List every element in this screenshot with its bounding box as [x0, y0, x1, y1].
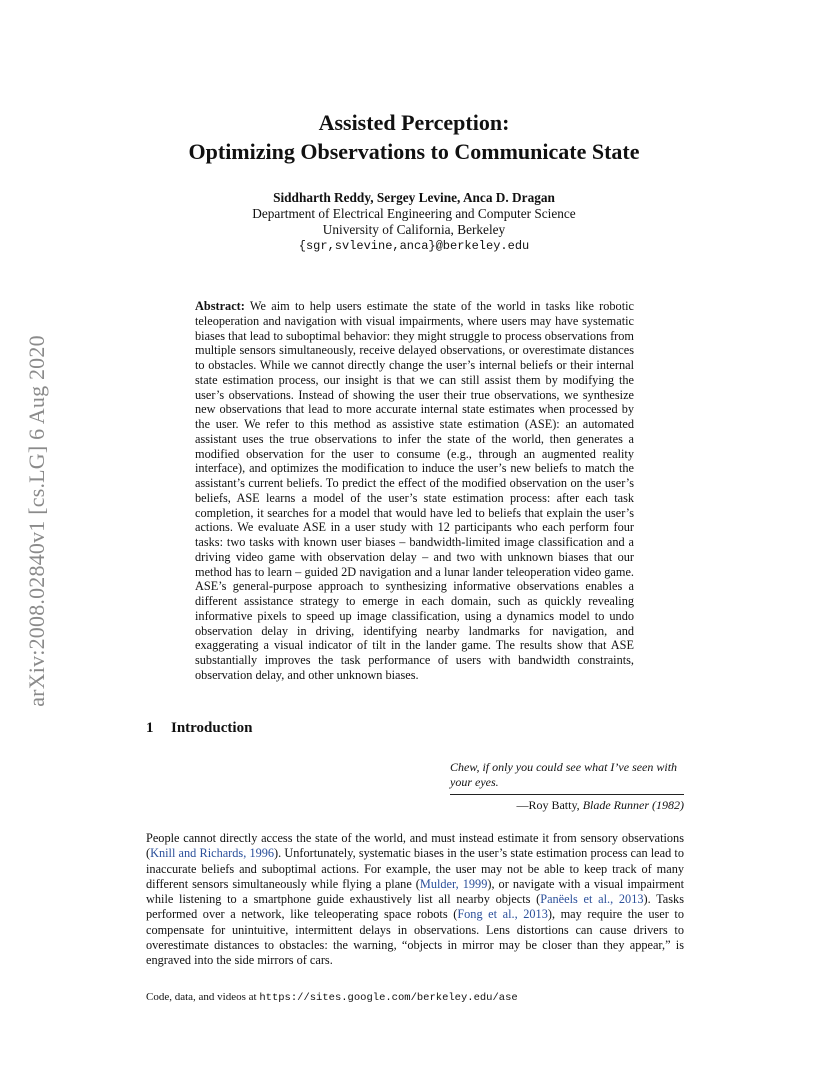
citation-authors: Knill and Richards: [150, 846, 244, 861]
author-names: Siddharth Reddy, Sergey Levine, Anca D. Dragan: [273, 190, 555, 205]
epigraph-attribution: [450, 798, 684, 813]
intro-paragraph: [146, 831, 684, 969]
abstract-label: Abstract:: [195, 299, 245, 313]
footnote-text: Code, data, and videos at: [146, 991, 260, 1003]
intro-text: ). Tasks performed over a network, like teleoperating space robots (: [146, 892, 684, 922]
citation-year: 2013: [618, 892, 644, 907]
author-department: Department of Electrical Engineering and Computer Science: [252, 206, 576, 221]
paper-title: [0, 108, 828, 166]
abstract-text: We aim to help users estimate the state of the world in tasks like robotic teleoperation and navigation with visual impairments, where users may have systematic biases that lead to suboptimal behavior: they might struggle to process observations from multiple sensors simultaneously, receive delayed observations, or overestimate distances to obstacles. While we cannot directly change the user’s internal beliefs or their internal state estimation process, our insight is that we can still assist them by modifying the user’s observations. Instead of showing the user their true observations, we synthesize new observations that lead to more accurate internal state estimates when processed by the user. We refer to this method as assistive state estimation (ASE): an automated assistant uses the true observations to infer the state of the world, then generates a modified observation for the user to consume (e.g., through an augmented reality interface), and optimizes the modification to induce the user’s new beliefs to match the assistant’s current beliefs. To predict the effect of the modified observation on the user’s beliefs, ASE learns a model of the user’s state estimation process: after each task completion, it searches for a model that would have led to beliefs that explain the user’s actions. We evaluate ASE in a user study with 12 participants who each perform four tasks: two tasks with known user biases – bandwidth-limited image classification and a driving video game with observation delay – and two with unknown biases that our method has to learn – guided 2D navigation and a lunar lander teleoperation video game. ASE’s general-purpose approach to synthesizing informative observations enables a different assistance strategy to emerge in each domain, such as quickly revealing informative pixels to speed up image classification, using a dynamics model to undo observation delay in driving, identifying nearby landmarks for navigation, and exaggerating a visual indicator of tilt in the lander game. The results show that ASE substantially improves the task performance of users with bandwidth constraints, observation delay, and other unknown biases.: [195, 299, 634, 682]
citation-link[interactable]: Knill and Richards, 1996: [150, 846, 275, 861]
epigraph-quote: Chew, if only you could see what I’ve seen with your eyes.: [450, 760, 684, 795]
intro-text: ), or navigate with a visual impairment while listening to a smartphone guide exhaustively list all nearby objects (: [146, 876, 685, 907]
arxiv-id: arXiv:2008.02840v1 [cs.LG] 6 Aug 2020: [24, 335, 49, 707]
intro-text: People cannot directly access the state of the world, and must instead estimate it from sensory observations (: [146, 831, 684, 861]
citation-authors: Fong et al.: [457, 907, 515, 922]
citation-link[interactable]: Mulder, 1999: [419, 876, 488, 891]
section-number: 1: [146, 720, 154, 736]
author-university: University of California, Berkeley: [322, 222, 506, 237]
section-heading: [146, 720, 252, 737]
citation-authors: Panëels et al.: [540, 892, 611, 907]
epigraph-source: Blade Runner (1982): [582, 798, 684, 812]
epigraph: [450, 760, 684, 813]
author-email: {sgr,svlevine,anca}@berkeley.edu: [298, 239, 530, 253]
footnote-url[interactable]: https://sites.google.com/berkeley.edu/ase: [259, 992, 518, 1004]
citation-year: 2013: [523, 907, 548, 922]
arxiv-sidebar-stamp: [22, 286, 52, 756]
title-line-1: Assisted Perception:: [318, 110, 510, 135]
footnote: [146, 991, 518, 1004]
author-block: [0, 190, 828, 254]
abstract: [195, 299, 634, 683]
intro-text: ). Unfortunately, systematic biases in the user’s state estimation process can lead to inaccurate beliefs and suboptimal actions. For example, the user may not be able to keep track of many different sensors simultaneously while flying a plane (: [146, 846, 684, 891]
citation-authors: Mulder: [419, 876, 456, 891]
title-line-2: Optimizing Observations to Communicate State: [188, 139, 640, 164]
citation-year: 1996: [249, 846, 275, 861]
epigraph-author: —Roy Batty,: [516, 798, 583, 812]
section-title: Introduction: [171, 720, 253, 736]
intro-text: ), may require the user to compensate for unintuitive, intermittent delays in observations. Lens distortions can cause drivers to overestimate distances to obstacles: the warning, “objects in mirror may be closer than they appear,” is engraved into the side mirrors of cars.: [146, 907, 684, 968]
citation-year: 1999: [462, 876, 488, 891]
citation-link[interactable]: Panëels et al., 2013: [540, 892, 644, 907]
citation-link[interactable]: Fong et al., 2013: [457, 907, 548, 922]
